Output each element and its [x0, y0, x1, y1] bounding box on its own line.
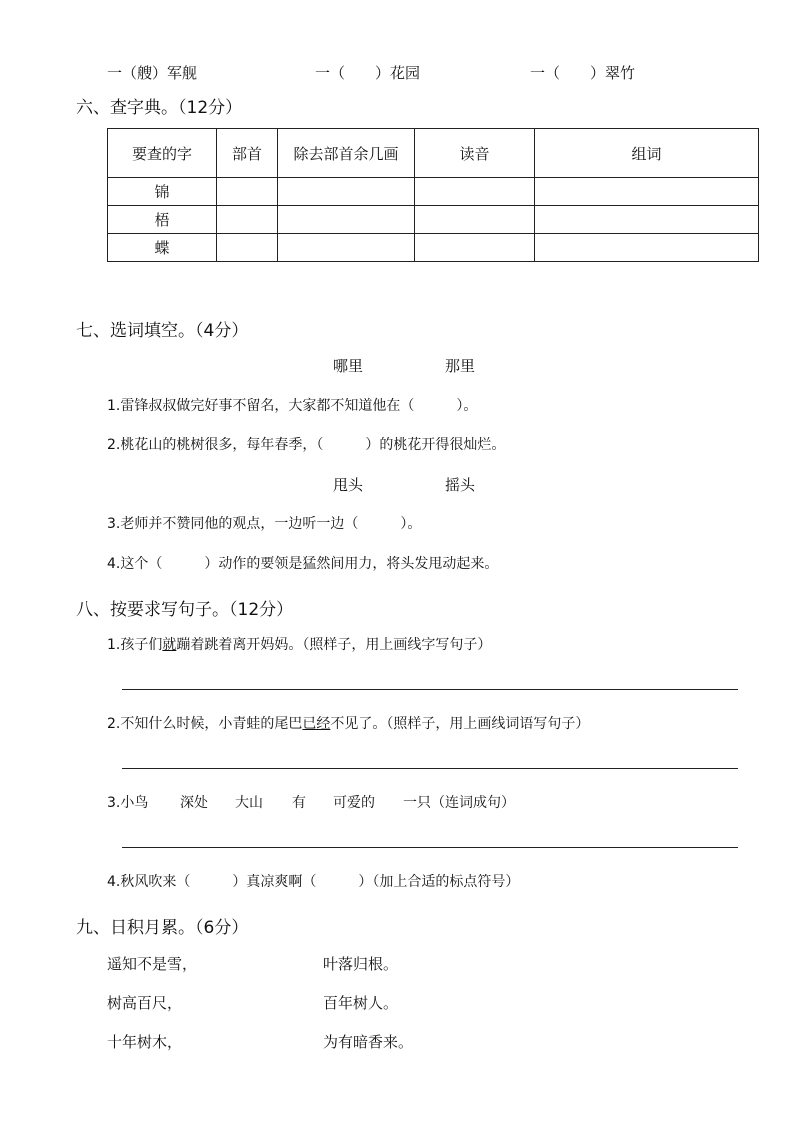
poem-line-left: 遥知不是雪， [107, 955, 198, 973]
word-choice-1a: 哪里 [333, 357, 364, 375]
table-row [108, 178, 759, 206]
fill-question-2: 2.桃花山的桃树很多，每年春季，（ ）的桃花开得很灿烂。 [107, 437, 506, 453]
fill-question-1: 1.雷锋叔叔做完好事不留名，大家都不知道他在（ ）。 [107, 398, 478, 414]
scrambled-word: 大山 [235, 795, 263, 811]
scrambled-word: 一只（连词成句） [403, 795, 515, 811]
poem-line-left: 十年树木， [107, 1033, 183, 1051]
word-choice-2a: 甩头 [333, 476, 364, 494]
radical-cell[interactable] [217, 178, 278, 206]
section-7-title: 七、选词填空。（4分） [76, 321, 249, 341]
poem-line-left: 树高百尺， [107, 994, 183, 1012]
answer-line-1[interactable] [122, 689, 738, 690]
poem-line-right: 为有暗香来。 [323, 1033, 414, 1051]
header-pronunciation: 读音 [415, 129, 535, 178]
measure-word-item-3: 一（ ）翠竹 [530, 64, 636, 82]
header-strokes: 除去部首余几画 [278, 129, 415, 178]
table-row [108, 206, 759, 234]
pronunciation-cell[interactable] [415, 234, 535, 262]
q2-text-a: 2.不知什么时候，小青蛙的尾巴 [107, 716, 303, 732]
measure-word-item-1: 一（艘）军舰 [107, 64, 198, 82]
measure-word-item-2: 一（ ）花园 [315, 64, 421, 82]
words-cell[interactable] [535, 206, 759, 234]
char-cell: 蝶 [108, 234, 217, 262]
header-radical: 部首 [217, 129, 278, 178]
poem-line-right: 叶落归根。 [323, 955, 399, 973]
answer-line-3[interactable] [122, 847, 738, 848]
fill-question-4: 4.这个（ ）动作的要领是猛然间用力，将头发甩动起来。 [107, 556, 499, 572]
table-row [108, 234, 759, 262]
word-choice-2b: 摇头 [445, 476, 476, 494]
section-6-title: 六、查字典。（12分） [76, 98, 243, 118]
strokes-cell[interactable] [278, 234, 415, 262]
char-cell: 锦 [108, 178, 217, 206]
words-cell[interactable] [535, 178, 759, 206]
scrambled-word: 有 [292, 795, 306, 811]
words-cell[interactable] [535, 234, 759, 262]
q2-text-b: 不见了。（照样子，用上画线词语写句子） [330, 716, 590, 732]
word-choice-1b: 那里 [445, 357, 476, 375]
pronunciation-cell[interactable] [415, 178, 535, 206]
strokes-cell[interactable] [278, 178, 415, 206]
section-9-title: 九、日积月累。（6分） [76, 918, 249, 938]
q1-underlined-word: 就 [162, 637, 177, 653]
table-header-row [108, 129, 759, 178]
radical-cell[interactable] [217, 234, 278, 262]
scrambled-word: 深处 [180, 795, 208, 811]
radical-cell[interactable] [217, 206, 278, 234]
poem-line-right: 百年树人。 [323, 994, 399, 1012]
sentence-question-4: 4.秋风吹来（ ）真凉爽啊（ ）（加上合适的标点符号） [107, 874, 520, 890]
section-8-title: 八、按要求写句子。（12分） [76, 600, 294, 620]
char-cell: 梧 [108, 206, 217, 234]
dictionary-table [107, 128, 759, 262]
sentence-question-3-label: 3.小鸟 [107, 795, 149, 811]
sentence-question-1 [107, 634, 491, 654]
header-char: 要查的字 [108, 129, 217, 178]
scrambled-word: 可爱的 [333, 795, 375, 811]
answer-line-2[interactable] [122, 768, 738, 769]
q2-underlined-word: 已经 [302, 716, 331, 732]
header-words: 组词 [535, 129, 759, 178]
strokes-cell[interactable] [278, 206, 415, 234]
pronunciation-cell[interactable] [415, 206, 535, 234]
q1-text-a: 1.孩子们 [107, 637, 163, 653]
sentence-question-2 [107, 713, 589, 733]
q1-text-b: 蹦着跳着离开妈妈。（照样子，用上画线字写句子） [176, 637, 492, 653]
fill-question-3: 3.老师并不赞同他的观点，一边听一边（ ）。 [107, 516, 422, 532]
